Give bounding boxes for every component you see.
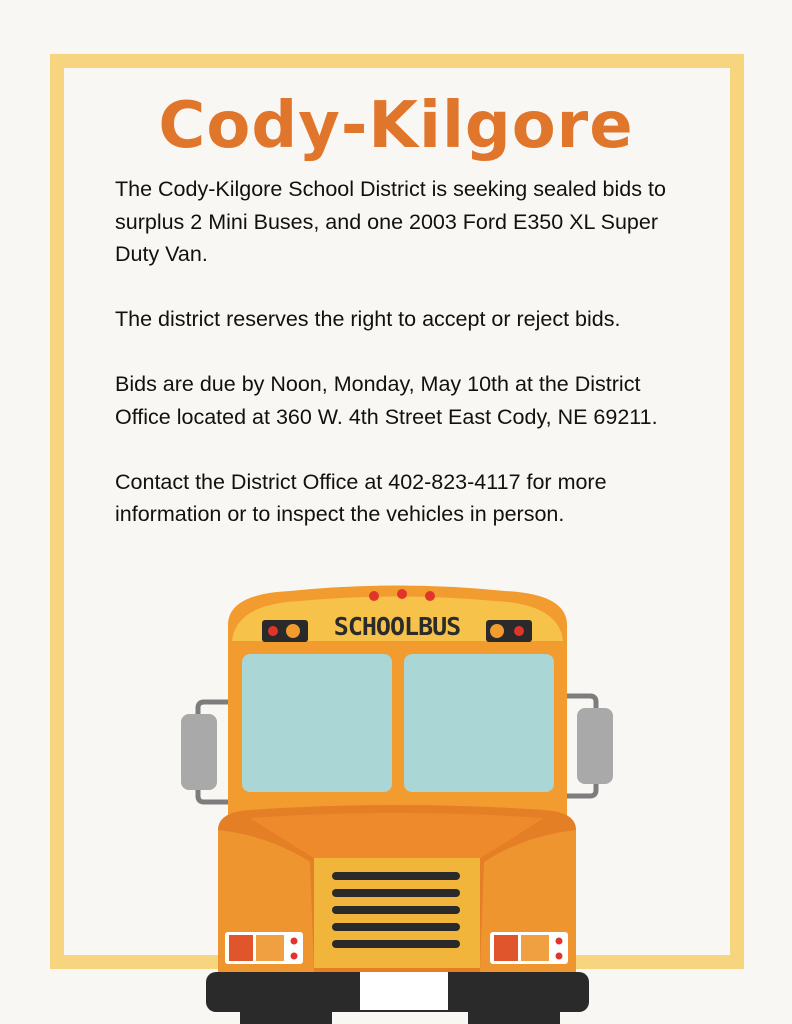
right-indicator	[556, 953, 563, 960]
left-mirror	[181, 714, 217, 790]
right-headlight-red	[494, 935, 518, 961]
right-headlight-amber	[521, 935, 549, 961]
page-title: Cody-Kilgore	[158, 89, 634, 163]
right-marker-red	[514, 626, 524, 636]
grille-slat	[332, 940, 460, 948]
paragraph-bid-request: The Cody-Kilgore School District is seeking sealed bids to surplus 2 Mini Buses, and one 2003 Ford E350 XL Super Duty Van.	[115, 177, 666, 266]
roof-light-right	[425, 591, 435, 601]
license-plate	[360, 972, 448, 1010]
paragraph-contact: Contact the District Office at 402-823-4117 for more information or to inspect the vehicles in person.	[115, 469, 607, 526]
right-mirror	[577, 708, 613, 784]
grille-slat	[332, 923, 460, 931]
right-marker-amber	[490, 624, 504, 638]
grille-slat	[332, 872, 460, 880]
left-headlight-amber	[256, 935, 284, 961]
windshield-left	[242, 654, 392, 792]
right-tire	[468, 1010, 560, 1024]
left-indicator	[291, 953, 298, 960]
bus-sign-label: SCHOOLBUS	[333, 612, 461, 641]
grille-slat	[332, 889, 460, 897]
right-indicator	[556, 938, 563, 945]
grille-slat	[332, 906, 460, 914]
windshield-right	[404, 654, 554, 792]
paragraph-due-date: Bids are due by Noon, Monday, May 10th at the District Office located at 360 W. 4th Street East Cody, NE 69211.	[115, 372, 658, 429]
left-marker-red	[268, 626, 278, 636]
left-headlight-red	[229, 935, 253, 961]
paragraph-reserve-rights: The district reserves the right to accept or reject bids.	[115, 307, 621, 331]
left-tire	[240, 1010, 332, 1024]
roof-light-center	[397, 589, 407, 599]
left-indicator	[291, 938, 298, 945]
left-marker-amber	[286, 624, 300, 638]
roof-light-left	[369, 591, 379, 601]
